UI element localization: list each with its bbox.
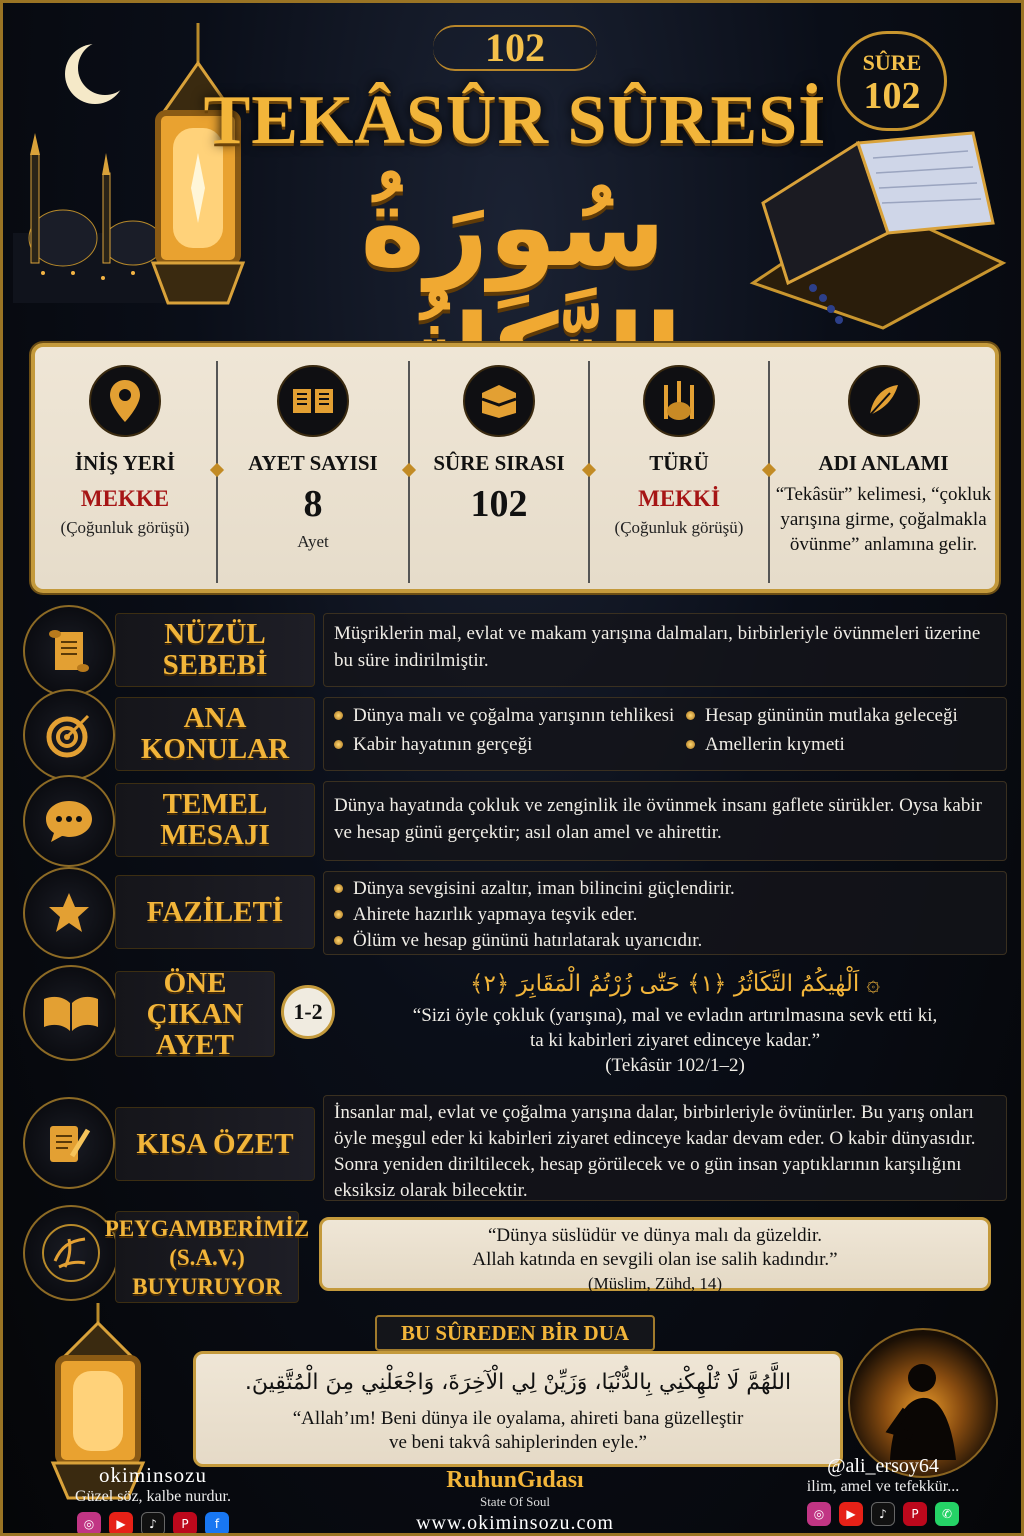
- dua-box: [193, 1351, 843, 1467]
- dua-translation-line: ve beni takvâ sahiplerinden eyle.”: [389, 1432, 647, 1453]
- info-surah-order: [410, 347, 588, 589]
- whatsapp-icon[interactable]: ✆: [935, 1502, 959, 1526]
- info-text: “Tekâsür” kelimesi, “çokluk yarışına girme, çoğalmakla övünme” anlamına gelir.: [775, 484, 992, 555]
- dua-translation: [196, 1407, 840, 1455]
- info-value: MEKKİ: [638, 486, 720, 511]
- hadith-text: “Dünya süslüdür ve dünya malı da güzeldir.: [487, 1225, 822, 1246]
- footer-handle: @ali_ersoy64: [827, 1455, 939, 1477]
- section-hadith: [23, 1201, 1007, 1311]
- section-content: Dünya hayatında çokluk ve zenginlik ile övünmek insanı gaflete sürükler. Oysa kabir ve hesap günü gerçektir; asıl olan amel ve ahirettir.: [323, 781, 1007, 861]
- crescent-moon-icon: [78, 41, 132, 95]
- verse-reference: (Tekâsür 102/1–2): [605, 1055, 745, 1076]
- footer-tagline: ilim, amel ve tefekkür...: [806, 1478, 960, 1495]
- note-pencil-icon: [23, 1097, 115, 1189]
- info-revelation-place: [35, 347, 215, 589]
- section-label-line: PEYGAMBERİMİZ: [104, 1215, 310, 1241]
- section-label-panel: [115, 783, 315, 857]
- mosque-icon: [643, 365, 715, 437]
- section-nuzul: [23, 607, 1007, 695]
- section-label: NÜZÜL SEBEBİ: [162, 618, 268, 681]
- featured-verse-content: [343, 961, 1007, 1085]
- footer-left: [43, 1463, 263, 1536]
- kaaba-icon: [463, 365, 535, 437]
- verse-translation: ta ki kabirleri ziyaret edinceye kadar.”: [529, 1030, 821, 1051]
- info-heading: SÛRE SIRASI: [433, 451, 565, 475]
- footer-tagline: Güzel söz, kalbe nurdur.: [75, 1488, 231, 1505]
- section-label: ANA KONULAR: [140, 702, 290, 765]
- verse-translation: “Sizi öyle çokluk (yarışına), mal ve evladın artırılmasına sevk etti ki,: [412, 1005, 938, 1026]
- topic-item: Hesap gününün mutlaka geleceği: [686, 702, 996, 729]
- section-label-panel: [115, 613, 315, 687]
- section-message: [23, 775, 1007, 867]
- quill-feather-icon: [848, 365, 920, 437]
- section-content: [323, 697, 1007, 771]
- section-label-panel: [115, 1107, 315, 1181]
- section-label-panel: [115, 875, 315, 949]
- section-label-panel: [115, 966, 275, 1061]
- social-links: [807, 1502, 959, 1526]
- section-label: FAZİLETİ: [146, 895, 284, 928]
- youtube-icon[interactable]: ▶: [109, 1512, 133, 1536]
- section-featured-verse: [23, 961, 1007, 1089]
- section-label-line: AYET: [156, 1028, 234, 1061]
- info-heading: TÜRÜ: [649, 451, 709, 475]
- verse-arabic: ۞ اَلْهٰيكُمُ التَّكَاثُرُ ﴿١﴾ حَتّٰى زُرْتُمُ الْمَقَابِرَ ﴿٢﴾: [469, 971, 881, 997]
- info-heading: ADI ANLAMI: [818, 451, 949, 475]
- dua-arabic: اللَّهُمَّ لَا تُلْهِكْنِي بِالدُّنْيَا، وَزَيِّنْ لِي الْآخِرَةَ، وَاجْعَلْنِي مِنَ الْمُتَّقِينَ.: [244, 1370, 792, 1395]
- section-content: Müşriklerin mal, evlat ve makam yarışına dalmaları, birbirleriyle övünmeleri üzerine bu süre indirilmiştir.: [323, 613, 1007, 687]
- section-content: [323, 871, 1007, 955]
- info-value: MEKKE: [80, 486, 170, 511]
- section-label: KISA ÖZET: [136, 1127, 294, 1160]
- info-value: 8: [303, 483, 323, 525]
- youtube-icon[interactable]: ▶: [839, 1502, 863, 1526]
- badge-number: 102: [863, 75, 921, 117]
- tiktok-icon[interactable]: ♪: [141, 1512, 165, 1536]
- tiktok-icon[interactable]: ♪: [871, 1502, 895, 1526]
- brand-name: RuhunGıdası: [446, 1467, 584, 1493]
- info-heading: İNİŞ YERİ: [74, 451, 176, 475]
- scroll-icon: [23, 605, 115, 697]
- topic-item: Amellerin kıymeti: [686, 731, 996, 758]
- pinterest-icon[interactable]: P: [173, 1512, 197, 1536]
- verse-range-badge: 1-2: [281, 985, 335, 1039]
- instagram-icon[interactable]: ◎: [807, 1502, 831, 1526]
- virtue-item: Dünya sevgisini azaltır, iman bilincini güçlendirir.: [334, 876, 996, 902]
- section-label-line: BUYURUYOR: [132, 1273, 282, 1299]
- dua-translation-line: “Allah’ım! Beni dünya ile oyalama, ahireti bana güzelleştir: [292, 1408, 744, 1429]
- info-verse-count: [218, 347, 408, 589]
- dua-title: BU SÛREDEN BİR DUA: [375, 1315, 655, 1351]
- website-link[interactable]: www.okiminsozu.com: [416, 1512, 614, 1534]
- section-topics: [23, 691, 1007, 779]
- hadith-reference: (Müslim, Zühd, 14): [587, 1274, 723, 1293]
- location-pin-icon: [89, 365, 161, 437]
- footer-right: [773, 1455, 993, 1526]
- badge-label: SÛRE: [862, 50, 922, 75]
- star-icon: [23, 867, 115, 959]
- surah-badge: [837, 31, 947, 131]
- page-title: TEKÂSÛR SÛRESİ: [203, 82, 827, 159]
- info-type: [590, 347, 768, 589]
- info-note: Ayet: [297, 532, 329, 551]
- facebook-icon[interactable]: f: [205, 1512, 229, 1536]
- footer-center: [395, 1467, 635, 1535]
- hadith-text: Allah katında en sevgili olan ise salih kadındır.”: [472, 1249, 838, 1270]
- social-links: [77, 1512, 229, 1536]
- topic-item: Kabir hayatının gerçeği: [334, 731, 686, 758]
- lantern-illustration: [133, 23, 263, 323]
- info-value: 102: [470, 483, 528, 525]
- section-summary: [23, 1091, 1007, 1203]
- pinterest-icon[interactable]: P: [903, 1502, 927, 1526]
- brand-tagline: State Of Soul: [479, 1494, 551, 1509]
- section-label-line: (S.A.V.): [169, 1244, 245, 1270]
- info-note: (Çoğunluk görüşü): [60, 518, 190, 537]
- section-label-panel: [104, 1211, 310, 1303]
- open-book-icon: [277, 365, 349, 437]
- footer-handle: okiminsozu: [99, 1463, 207, 1487]
- section-label-line: ÖNE ÇIKAN: [146, 966, 244, 1030]
- section-label-panel: [115, 697, 315, 771]
- divider: [768, 361, 770, 583]
- open-quran-icon: [23, 965, 119, 1061]
- topic-item: Dünya malı ve çoğalma yarışının tehlikesi: [334, 702, 686, 729]
- surah-number-top: 102: [433, 25, 597, 71]
- instagram-icon[interactable]: ◎: [77, 1512, 101, 1536]
- info-heading: AYET SAYISI: [248, 451, 378, 475]
- section-content: İnsanlar mal, evlat ve çoğalma yarışına dalar, birbirleriyle övünürler. Bu yarış onları öyle meşgul eder ki kabirleri ziyaret edinceye kadar devam eder. O kabir dünyasıdır. Sonra yeniden diriltilecek, hesap görülecek ve o gün insan yaptıklarının karşılığını eksiksiz olarak bilecektir.: [323, 1095, 1007, 1201]
- section-label: [116, 968, 274, 1061]
- info-note: (Çoğunluk görüşü): [614, 518, 744, 537]
- section-label: TEMEL MESAJI: [160, 788, 270, 851]
- target-arrow-icon: [23, 689, 115, 781]
- hadith-box: [319, 1217, 991, 1291]
- section-virtue: [23, 865, 1007, 961]
- virtue-item: Ölüm ve hesap gününü hatırlatarak uyarıcıdır.: [334, 928, 996, 954]
- speech-bubble-icon: [23, 775, 115, 867]
- section-label: [105, 1214, 309, 1301]
- info-box: [31, 343, 999, 593]
- virtue-item: Ahirete hazırlık yapmaya teşvik eder.: [334, 902, 996, 928]
- info-name-meaning: [772, 347, 995, 589]
- arabic-title: سُورَةُ: [360, 163, 666, 291]
